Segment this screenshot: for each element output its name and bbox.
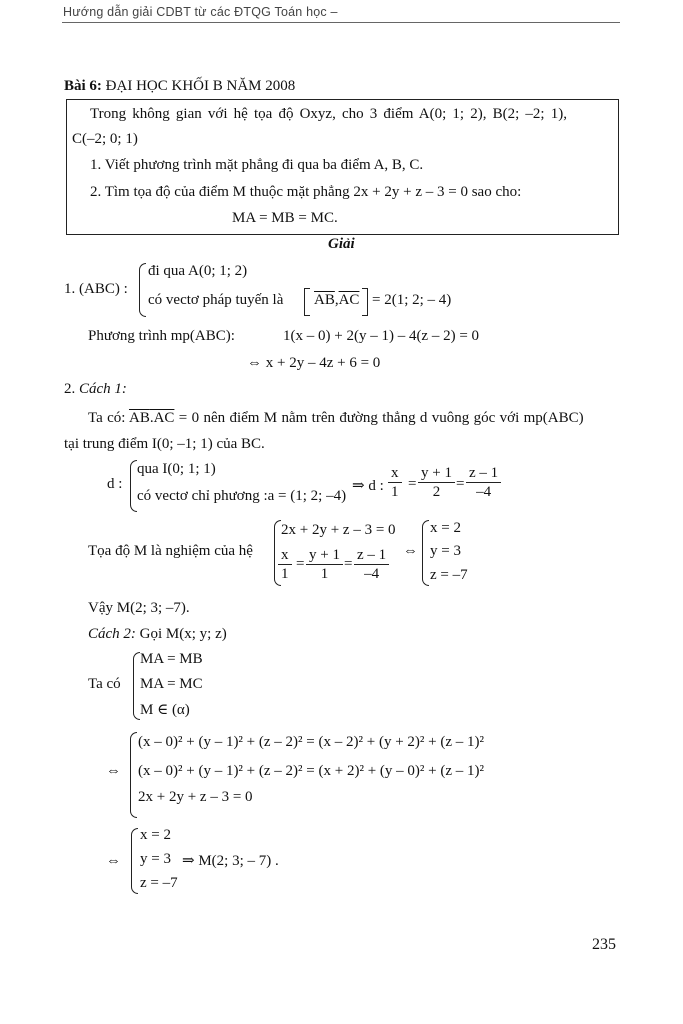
part1-label: 1. (ABC) : bbox=[64, 281, 128, 297]
sys-fraction-x bbox=[278, 546, 292, 583]
part2-heading bbox=[64, 381, 127, 398]
sys-fraction-z-num: z – 1 bbox=[354, 546, 389, 565]
method1-label: Cách 1: bbox=[79, 381, 127, 397]
final-x: x = 2 bbox=[140, 827, 171, 843]
d-brace bbox=[130, 460, 137, 512]
d-fraction-y-num: y + 1 bbox=[418, 464, 455, 483]
method2-line bbox=[88, 626, 227, 643]
vector-ac: $\overline{AC}$ bbox=[338, 292, 360, 308]
dot-vector-ab: $\overline{AB}$ bbox=[128, 410, 150, 426]
sys-fraction-z bbox=[354, 546, 389, 583]
d-eq-2: = bbox=[456, 476, 465, 492]
d-fraction-x-den: 1 bbox=[391, 484, 399, 500]
statement-line-2: C(–2; 0; 1) bbox=[72, 131, 138, 147]
task-2: 2. Tìm tọa độ của điểm M thuộc mặt phẳng 2x + 2y + z – 3 = 0 sao cho: bbox=[90, 184, 522, 200]
solution-brace bbox=[422, 520, 429, 586]
sys-eq-2: = bbox=[344, 556, 353, 572]
d-implies: ⇒ d : bbox=[352, 478, 384, 494]
equiv-1: ⇔ bbox=[106, 763, 121, 779]
result-1: Vậy M(2; 3; –7). bbox=[88, 600, 190, 616]
problem-title bbox=[64, 78, 295, 95]
ta-co-2: Ta có bbox=[88, 676, 121, 692]
dot-vector-ac: .AC bbox=[149, 410, 175, 426]
running-header: Hướng dẫn giải CDBT từ các ĐTQG Toán học – bbox=[63, 5, 338, 19]
normal-vector-value: = 2(1; 2; – 4) bbox=[372, 292, 452, 308]
claim-text: nên điểm M nằm trên đường thẳng d vuông góc với mp(ABC) bbox=[203, 410, 584, 426]
page-number: 235 bbox=[592, 936, 616, 953]
final-y: y = 3 bbox=[140, 851, 171, 867]
condition-3: M ∈ (α) bbox=[140, 702, 190, 718]
sys-fraction-y-num: y + 1 bbox=[306, 546, 343, 565]
ta-co: Ta có: bbox=[88, 410, 126, 426]
solution-x: x = 2 bbox=[430, 520, 461, 536]
method2-text: Gọi M(x; y; z) bbox=[139, 626, 227, 642]
plane-equation: 1(x – 0) + 2(y – 1) – 4(z – 2) = 0 bbox=[283, 328, 480, 344]
task-2-condition: MA = MB = MC. bbox=[232, 210, 338, 226]
claim-line-2: tại trung điểm I(0; –1; 1) của BC. bbox=[64, 436, 265, 452]
d-fraction-x-num: x bbox=[388, 464, 402, 483]
sys-fraction-y-den: 1 bbox=[320, 566, 329, 582]
sys-eq-1: = bbox=[296, 556, 305, 572]
task-1: 1. Viết phương trình mặt phẳng đi qua ba điểm A, B, C. bbox=[90, 157, 424, 173]
dot-result: = 0 bbox=[174, 410, 200, 426]
statement-line-1: Trong không gian với hệ tọa độ Oxyz, cho 3 điểm A(0; 1; 2), B(2; –2; 1), bbox=[90, 106, 567, 122]
d-fraction-z-num: z – 1 bbox=[466, 464, 501, 483]
d-fraction-z-den: –4 bbox=[476, 484, 492, 500]
condition-1: MA = MB bbox=[140, 651, 203, 667]
vector-sep: , bbox=[334, 292, 339, 308]
condition-2: MA = MC bbox=[140, 676, 203, 692]
d-line-2: có vectơ chỉ phương :a = (1; 2; –4) bbox=[137, 488, 347, 504]
sys-fraction-z-den: –4 bbox=[364, 566, 380, 582]
expanded-line-3: 2x + 2y + z – 3 = 0 bbox=[138, 789, 253, 805]
d-eq-1: = bbox=[408, 476, 417, 492]
part1-line2 bbox=[148, 292, 283, 309]
system-equiv: ⇔ bbox=[403, 543, 418, 559]
problem-source: ĐẠI HỌC KHỐI B NĂM 2008 bbox=[105, 78, 296, 94]
method2-label: Cách 2: bbox=[88, 626, 136, 642]
left-square-bracket bbox=[304, 288, 310, 316]
claim-line-1 bbox=[88, 410, 584, 427]
plane-label: Phương trình mp(ABC): bbox=[88, 328, 235, 344]
cross-product bbox=[314, 292, 359, 309]
final-result: ⇒ M(2; 3; – 7) . bbox=[182, 853, 279, 869]
problem-label: Bài 6: bbox=[64, 78, 102, 94]
d-fraction-y bbox=[418, 464, 455, 501]
d-line-1: qua I(0; 1; 1) bbox=[137, 461, 216, 477]
sys-fraction-x-num: x bbox=[278, 546, 292, 565]
d-fraction-x bbox=[388, 464, 402, 501]
equiv-2: ⇔ bbox=[106, 853, 121, 869]
part1-line2-prefix: có vectơ pháp tuyến là bbox=[148, 292, 284, 308]
right-square-bracket bbox=[362, 288, 368, 316]
sys-fraction-y bbox=[306, 546, 343, 583]
expanded-line-2: (x – 0)² + (y – 1)² + (z – 2)² = (x + 2)² + (y – 0)² + (z – 1)² bbox=[138, 763, 484, 779]
system-line-1: 2x + 2y + z – 3 = 0 bbox=[281, 522, 396, 538]
part2-label: 2. bbox=[64, 381, 76, 397]
solution-heading: Giải bbox=[328, 236, 355, 252]
part1-line1: đi qua A(0; 1; 2) bbox=[148, 263, 248, 279]
plane-equation-simplified: ⇔ x + 2y – 4z + 6 = 0 bbox=[247, 355, 381, 371]
part1-brace bbox=[139, 263, 146, 317]
header-rule bbox=[62, 22, 620, 23]
solution-z: z = –7 bbox=[430, 567, 468, 583]
d-fraction-z bbox=[466, 464, 501, 501]
sys-fraction-x-den: 1 bbox=[281, 566, 289, 582]
d-fraction-y-den: 2 bbox=[432, 484, 441, 500]
expanded-line-1: (x – 0)² + (y – 1)² + (z – 2)² = (x – 2)² + (y + 2)² + (z – 1)² bbox=[138, 734, 484, 750]
d-label: d : bbox=[107, 476, 123, 492]
vector-ab: $\overline{AB}$ bbox=[314, 292, 335, 308]
final-z: z = –7 bbox=[140, 875, 178, 891]
conditions-brace bbox=[133, 652, 140, 720]
system-label: Tọa độ M là nghiệm của hệ bbox=[88, 543, 253, 559]
expanded-brace bbox=[130, 732, 137, 818]
solution-y: y = 3 bbox=[430, 543, 461, 559]
final-brace bbox=[131, 828, 138, 894]
